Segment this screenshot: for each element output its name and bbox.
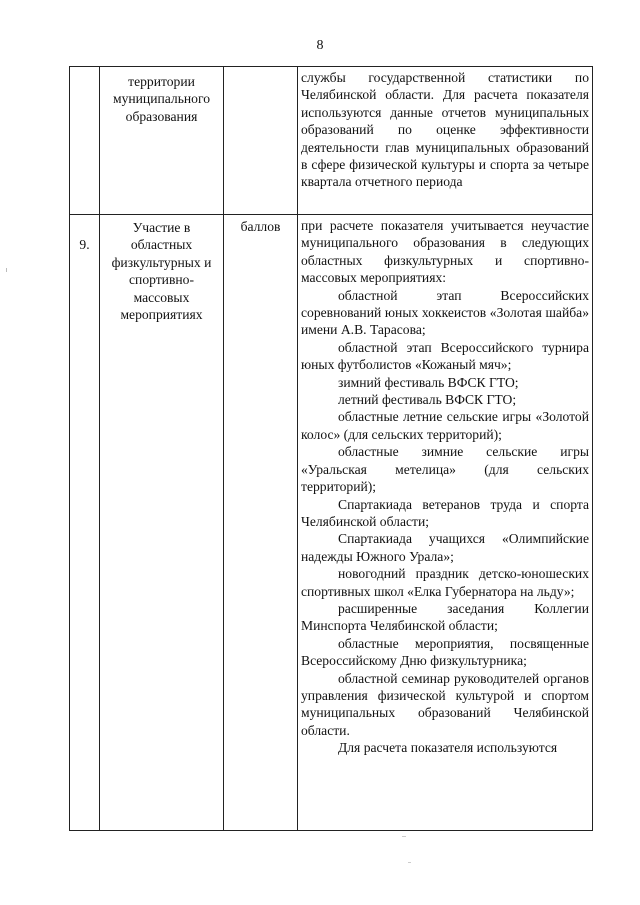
unit-cell: баллов bbox=[224, 215, 298, 831]
indicator-name-line: мероприятиях bbox=[120, 307, 203, 323]
scan-speck bbox=[408, 862, 411, 863]
event-list-item: Спартакиада учащихся «Олимпийские надежды Южного Урала»; bbox=[301, 531, 589, 564]
row-number-cell bbox=[70, 67, 100, 215]
indicator-name-cell bbox=[100, 67, 224, 215]
indicator-table bbox=[69, 66, 593, 831]
description-paragraph: службы государственной статистики по Челябинской области. Для расчета показателя используются данные отчетов муниципальных образований по оценке эффективности деятельности глав муниципальных образований в сфере физической культуры и спорта за четыре квартала отчетного периода bbox=[301, 70, 589, 190]
event-list-item: областные мероприятия, посвященные Всероссийскому Дню физкультурника; bbox=[301, 635, 589, 669]
unit-cell bbox=[224, 67, 298, 215]
description-paragraph: Для расчета показателя используются bbox=[338, 740, 558, 756]
indicator-name-line: массовых bbox=[133, 289, 190, 305]
scan-speck bbox=[402, 836, 406, 837]
event-list-item: расширенные заседания Коллегии Минспорта Челябинской области; bbox=[301, 600, 589, 634]
indicator-name-line: образования bbox=[125, 108, 198, 124]
event-list-item: областной этап Всероссийского турнира юных футболистов «Кожаный мяч»; bbox=[301, 339, 589, 373]
description-paragraph: при расчете показателя учитывается неучастие муниципального образования в следующих областных физкультурных и спортивно-массовых мероприятиях: bbox=[301, 218, 589, 286]
indicator-name-line: муниципального bbox=[112, 91, 210, 107]
indicator-name-line: областных bbox=[130, 237, 193, 253]
row-number: 9. bbox=[79, 237, 90, 252]
indicator-name-cell bbox=[100, 215, 224, 831]
row-number-cell bbox=[70, 215, 100, 831]
method-description-cell bbox=[298, 215, 593, 831]
event-list-item: летний фестиваль ВФСК ГТО; bbox=[338, 392, 517, 408]
page-number: 8 bbox=[316, 38, 324, 53]
method-description-cell bbox=[298, 67, 593, 215]
event-list-item: областной этап Всероссийских соревнований юных хоккеистов «Золотая шайба» имени А.В. Тарасова; bbox=[301, 287, 589, 338]
event-list-item: Спартакиада ветеранов труда и спорта Челябинской области; bbox=[301, 496, 589, 529]
scan-speck bbox=[6, 268, 7, 272]
table-row bbox=[70, 215, 593, 831]
event-list-item: областные летние сельские игры «Золотой колос» (для сельских территорий); bbox=[301, 409, 589, 442]
table-row bbox=[70, 67, 593, 215]
event-list-item: зимний фестиваль ВФСК ГТО; bbox=[338, 374, 519, 390]
indicator-name-line: спортивно- bbox=[129, 272, 194, 288]
indicator-name-line: территории bbox=[128, 74, 195, 89]
event-list-item: новогодний праздник детско-юношеских спортивных школ «Елка Губернатора на льду»; bbox=[301, 566, 589, 599]
indicator-name-line: Участие в bbox=[132, 220, 191, 235]
event-list-item: областные зимние сельские игры «Уральская метелица» (для сельских территорий); bbox=[301, 444, 589, 495]
event-list-item: областной семинар руководителей органов управления физической культурой и спортом муниципальных образований Челябинской области. bbox=[301, 670, 589, 738]
indicator-name-line: физкультурных и bbox=[111, 254, 212, 270]
